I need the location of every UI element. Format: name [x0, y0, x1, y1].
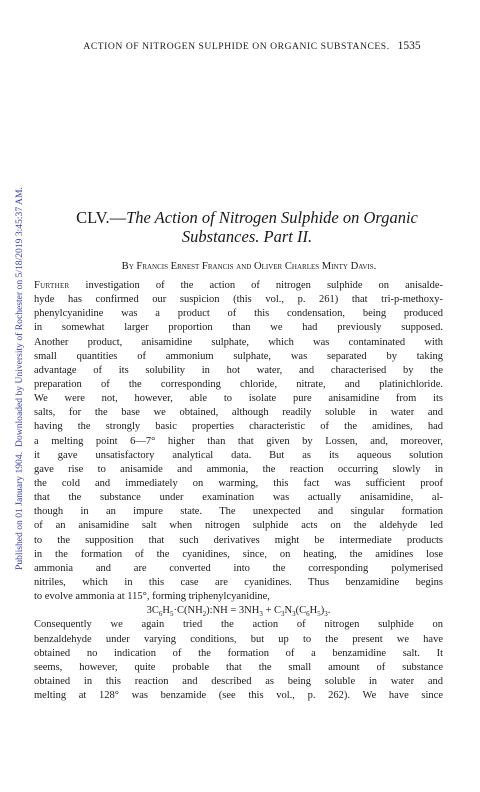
running-head — [60, 40, 444, 52]
body-line: obtained in this reaction and described as being soluble in water and — [34, 675, 443, 687]
body-line: small quantities of ammonium sulphate, was separated by taking — [34, 350, 443, 362]
article-title-text: The Action of Nitrogen Sulphide on Organic — [126, 208, 418, 227]
body-line: a melting point 6—7° higher than that given by Lossen, and, moreover, — [34, 435, 443, 447]
body-line: to evolve ammonia at 115°, forming triphenylcyanidine, — [34, 591, 270, 603]
article-body — [34, 279, 443, 703]
body-line: Consequently we again tried the action of nitrogen sulphide on — [34, 619, 443, 631]
body-line: to the supposition that such derivatives might be intermediate products — [34, 534, 443, 546]
equation-text: $3C_6H_5\cdot C(NH_2):NH = 3NH_3 + C_3N_3(C_6H_5)_3$. — [146, 605, 331, 619]
body-line: obtained no indication of the formation of a benzamidine salt. It — [34, 647, 443, 659]
body-line: seems, however, quite probable that the small amount of substance — [34, 661, 443, 673]
page-number: 1535 — [397, 40, 421, 52]
body-line: that the substance under examination was actually anisamidine, al- — [34, 492, 443, 504]
body-line: Further investigation of the action of nitrogen sulphide on anisalde- — [34, 280, 443, 291]
body-line: phenylcyanidine was a product of this condensation, being produced — [34, 308, 443, 320]
body-line: melting at 128° was benzamide (see this vol., p. 262). We have since — [34, 690, 443, 702]
running-head-title: ACTION OF NITROGEN SULPHIDE ON ORGANIC SUBSTANCES. — [83, 41, 390, 52]
body-line: hyde has confirmed our suspicion (this vol., p. 261) that tri-p-methoxy- — [34, 294, 443, 306]
lead-word: Further — [34, 280, 70, 291]
body-line: having the strongly basic properties characteristic of the amidines, had — [34, 421, 443, 433]
body-line: benzaldehyde under varying conditions, but up to the present we have — [34, 633, 443, 645]
body-line: ammonia and are converted into the corresponding polymerised — [34, 562, 443, 574]
body-line: Another product, anisamidine sulphate, which was contaminated with — [34, 336, 443, 348]
body-line: advantage of its solubility in hot water, and characterised by the — [34, 364, 443, 376]
body-line: it gave unsatisfactory analytical data. But as its aqueous solution — [34, 449, 443, 461]
body-line: We were not, however, able to isolate pure anisamidine from its — [34, 393, 443, 405]
download-watermark — [14, 50, 25, 570]
published-note: Published on 01 January 1904. — [14, 451, 25, 570]
body-line: nitriles, which in this case are cyanidines. Thus benzamidine begins — [34, 576, 443, 588]
body-line: gave rise to anisamide and ammonia, the reaction occurring slowly in — [34, 463, 443, 475]
body-line: preparation of the corresponding chloride, nitrate, and platinichloride. — [34, 378, 443, 390]
downloaded-note: Downloaded by University of Rochester on 5/18/2019 3:45:37 AM. — [14, 187, 25, 447]
chemical-equation — [34, 604, 443, 618]
body-line: of an anisamidine salt when nitrogen sulphide acts on the aldehyde led — [34, 520, 443, 532]
article-title — [32, 208, 462, 246]
article-number: CLV.— — [76, 208, 127, 227]
article-title-line-2: Substances. Part II. — [181, 227, 313, 246]
body-line: the cold and immediately on warming, this fact was sufficient proof — [34, 477, 443, 489]
body-line: in the formation of the cyanidines, since, on heating, the amidines lose — [34, 548, 443, 560]
author-byline: By Francis Ernest Francis and Oliver Charles Minty Davis. — [121, 261, 377, 272]
article-title-line-1 — [32, 208, 462, 227]
body-line: though in an impure state. The unexpected and singular formation — [34, 506, 443, 518]
body-line: salts, for the base we obtained, although readily soluble in water and — [34, 407, 443, 419]
body-line: in somewhat larger proportion than we had previously supposed. — [34, 322, 443, 334]
